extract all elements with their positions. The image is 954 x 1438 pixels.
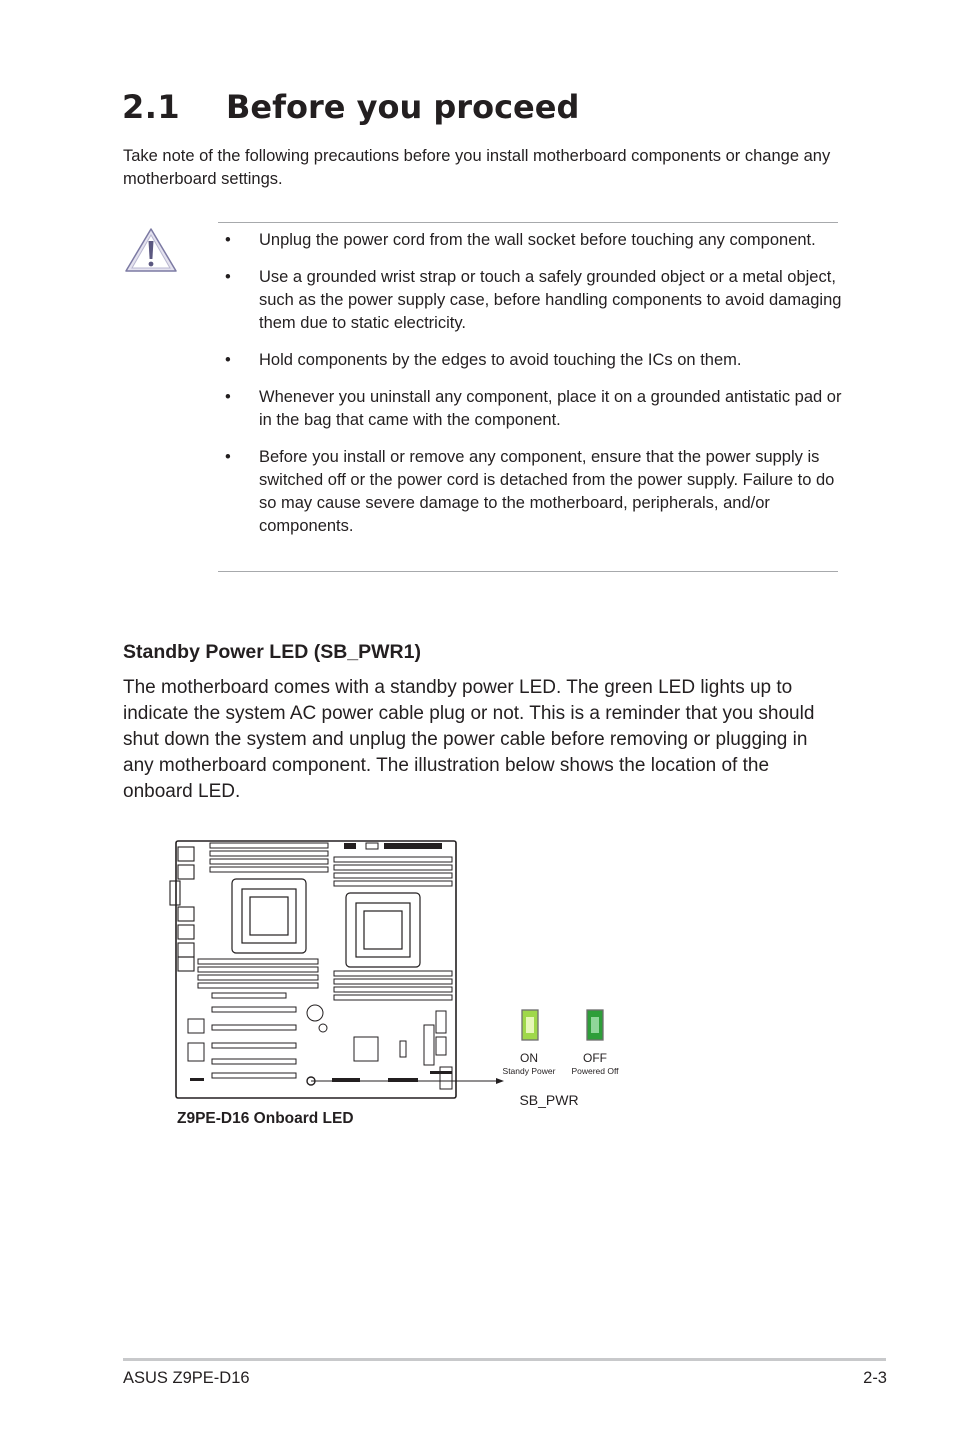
footer-product-name: ASUS Z9PE-D16 xyxy=(123,1369,250,1387)
list-item-text: Before you install or remove any component, ensure that the power supply is switched off or the power cord is detached from the power supply. Failure to do so may cause severe damage to the motherboard, peripherals, and/or components. xyxy=(259,448,835,535)
warning-triangle-icon xyxy=(124,226,178,274)
section-number: 2.1 xyxy=(122,88,181,126)
diagram-caption: Z9PE-D16 Onboard LED xyxy=(177,1110,354,1127)
intro-paragraph: Take note of the following precautions before you install motherboard components or change any motherboard settings. xyxy=(123,147,831,188)
page-number: 2-3 xyxy=(863,1369,887,1387)
list-item-text: Whenever you uninstall any component, place it on a grounded antistatic pad or in the bag that came with the component. xyxy=(259,388,842,429)
led-name-label: SB_PWR xyxy=(519,1092,579,1108)
bullet-icon: • xyxy=(225,351,231,369)
led-on-sublabel: Standy Power xyxy=(502,1066,556,1076)
list-item xyxy=(222,229,842,252)
note-top-divider xyxy=(218,222,838,223)
subsection-heading: Standby Power LED (SB_PWR1) xyxy=(123,641,421,663)
bullet-icon: • xyxy=(225,448,231,466)
list-item-text: Use a grounded wrist strap or touch a safely grounded object or a metal object, such as the power supply case, before handling components to avoid damaging them due to static electricity. xyxy=(259,268,842,332)
subsection-body: The motherboard comes with a standby power LED. The green LED lights up to indicate the system AC power cable plug or not. This is a reminder that you should shut down the system and unplug the power cable before removing or plugging in any motherboard component. The illustration below shows the location of the onboard LED. xyxy=(123,677,815,802)
note-bottom-divider xyxy=(218,571,838,572)
bullet-icon: • xyxy=(225,268,231,286)
led-on-label: ON xyxy=(520,1051,538,1065)
list-item xyxy=(222,446,842,538)
list-item xyxy=(222,266,842,335)
list-item-text: Hold components by the edges to avoid touching the ICs on them. xyxy=(259,351,742,369)
section-title: Before you proceed xyxy=(226,88,580,126)
led-off-label: OFF xyxy=(583,1051,607,1065)
bullet-icon: • xyxy=(225,231,231,249)
list-item xyxy=(222,386,842,432)
list-item-text: Unplug the power cord from the wall socket before touching any component. xyxy=(259,231,816,249)
led-off-sublabel: Powered Off xyxy=(571,1066,619,1076)
motherboard-diagram xyxy=(160,835,630,1135)
precaution-list xyxy=(222,229,842,552)
list-item xyxy=(222,349,842,372)
bullet-icon: • xyxy=(225,388,231,406)
footer-divider xyxy=(123,1358,886,1361)
